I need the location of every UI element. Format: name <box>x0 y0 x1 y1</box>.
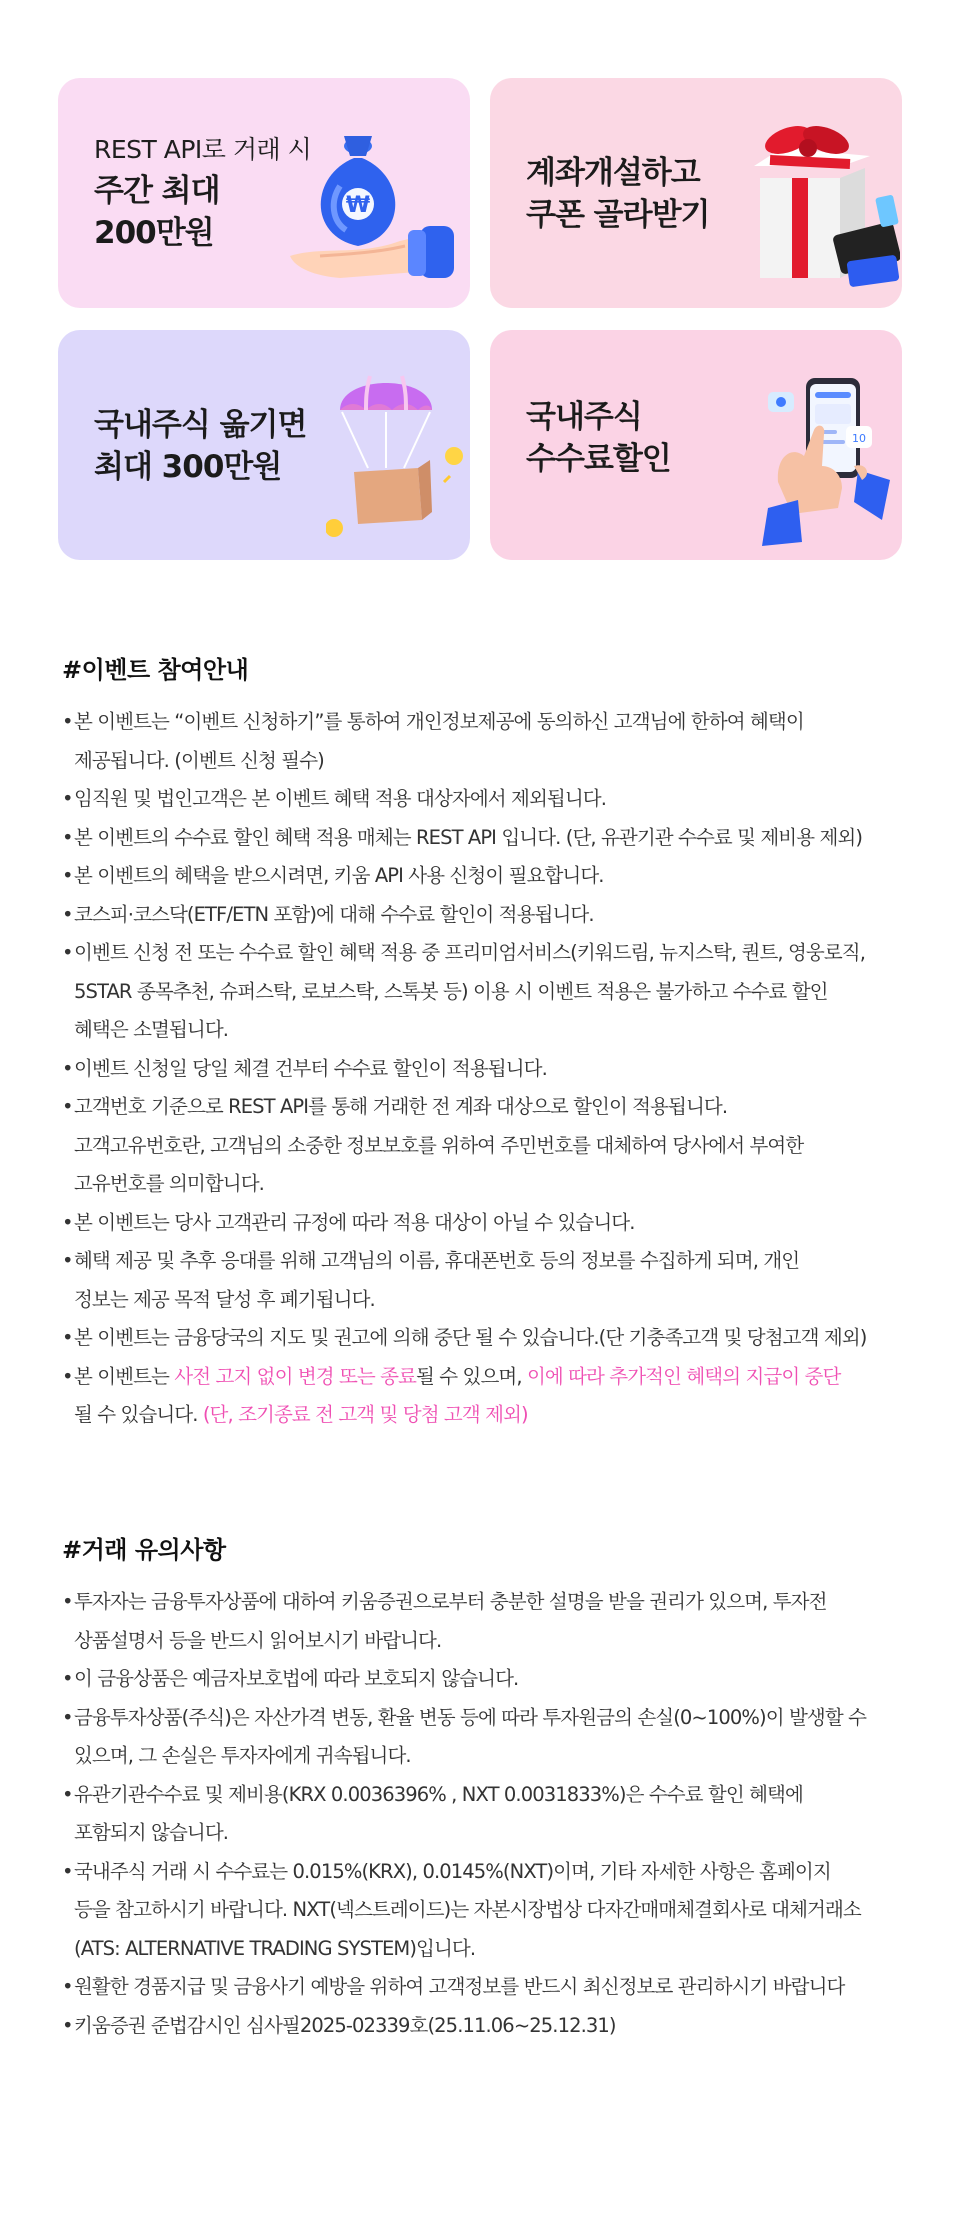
card-title: 계좌개설하고 쿠폰 골라받기 <box>526 155 710 233</box>
list-item: • 본 이벤트는 당사 고객관리 규정에 따라 적용 대상이 아닐 수 있습니다. <box>62 1204 902 1243</box>
event-info-section <box>62 650 902 1435</box>
promo-card-fee-discount[interactable] <box>490 330 902 560</box>
money-bag-hand-icon <box>280 106 460 296</box>
section-title: #거래 유의사항 <box>62 1536 226 1564</box>
list-item: • 키움증권 준법감시인 심사필2025-02339호(25.11.06~25.12.31) <box>62 2007 902 2046</box>
section-title: #이벤트 참여안내 <box>62 656 249 684</box>
card-title: 국내주식 수수료할인 <box>526 399 671 477</box>
svg-text:10: 10 <box>852 432 866 445</box>
list-item: • 이벤트 신청일 당일 체결 건부터 수수료 할인이 적용됩니다. <box>62 1050 902 1089</box>
event-info-list <box>62 703 902 1435</box>
parachute-box-icon <box>326 364 466 544</box>
list-item: • 본 이벤트는 금융당국의 지도 및 권고에 의해 중단 될 수 있습니다.(단 기충족고객 및 당첨고객 제외) <box>62 1319 902 1358</box>
trade-notice-list <box>62 1583 902 2045</box>
list-item: • 유관기관수수료 및 제비용(KRX 0.0036396% , NXT 0.0031833%)은 수수료 할인 혜택에 포함되지 않습니다. <box>62 1776 902 1853</box>
card-title: 국내주식 옮기면 최대 300만원 <box>94 407 307 485</box>
list-item-highlighted: • 이 금융상품은 예금자보호법에 따라 보호되지 않습니다. <box>62 1660 902 1699</box>
list-item: • 코스피·코스닥(ETF/ETN 포함)에 대해 수수료 할인이 적용됩니다. <box>62 896 902 935</box>
list-item: • 원활한 경품지급 및 금융사기 예방을 위하여 고객정보를 반드시 최신정보로 관리하시기 바랍니다 <box>62 1968 902 2007</box>
list-item: • 본 이벤트의 수수료 할인 혜택 적용 매체는 REST API 입니다. (단, 유관기관 수수료 및 제비용 제외) <box>62 819 902 858</box>
card-title: 주간 최대 200만원 <box>94 173 220 251</box>
promo-card-rest-api[interactable] <box>58 78 470 308</box>
list-item: • 이벤트 신청 전 또는 수수료 할인 혜택 적용 중 프리미엄서비스(키워드림, 뉴지스탁, 퀀트, 영웅로직, 5STAR 종목추천, 슈퍼스탁, 로보스탁, 스톡봇 등) 이용 시 이벤트 적용은 불가하고 수수료 할인 혜택은 소멸됩니다. <box>62 934 902 1050</box>
list-item: • 국내주식 거래 시 수수료는 0.015%(KRX), 0.0145%(NXT)이며, 기타 자세한 사항은 홈페이지 등을 참고하시기 바랍니다. NXT(넥스트레이드)는 자본시장법상 다자간매매체결회사로 대체거래소 (ATS: ALTERNATIVE TRADING SYSTEM)입니다. <box>62 1853 902 1969</box>
gift-box-card-icon <box>730 118 900 298</box>
svg-text:₩: ₩ <box>345 193 371 218</box>
card-subtitle: REST API로 거래 시 <box>94 135 312 164</box>
phone-hand-icon <box>758 370 898 550</box>
list-item-highlighted: • 본 이벤트는 사전 고지 없이 변경 또는 종료될 수 있으며, 이에 따라 추가적인 혜택의 지급이 중단 될 수 있습니다. (단, 조기종료 전 고객 및 당첨 고객 제외) <box>62 1358 902 1435</box>
promo-card-stock-transfer[interactable] <box>58 330 470 560</box>
list-item-highlighted: • 금융투자상품(주식)은 자산가격 변동, 환율 변동 등에 따라 투자원금의 손실(0~100%)이 발생할 수 있으며, 그 손실은 투자자에게 귀속됩니다. <box>62 1699 902 1776</box>
list-item: • 본 이벤트는 “이벤트 신청하기”를 통하여 개인정보제공에 동의하신 고객님에 한하여 혜택이 제공됩니다. (이벤트 신청 필수) <box>62 703 902 780</box>
list-item: • 혜택 제공 및 추후 응대를 위해 고객님의 이름, 휴대폰번호 등의 정보를 수집하게 되며, 개인 정보는 제공 목적 달성 후 폐기됩니다. <box>62 1242 902 1319</box>
trade-notice-section <box>62 1530 902 2045</box>
list-item: • 투자자는 금융투자상품에 대하여 키움증권으로부터 충분한 설명을 받을 권리가 있으며, 투자전 상품설명서 등을 반드시 읽어보시기 바랍니다. <box>62 1583 902 1660</box>
list-item: • 고객번호 기준으로 REST API를 통해 거래한 전 계좌 대상으로 할인이 적용됩니다. 고객고유번호란, 고객님의 소중한 정보보호를 위하여 주민번호를 대체하여 당사에서 부여한 고유번호를 의미합니다. <box>62 1088 902 1204</box>
list-item: • 본 이벤트의 혜택을 받으시려면, 키움 API 사용 신청이 필요합니다. <box>62 857 902 896</box>
list-item: • 임직원 및 법인고객은 본 이벤트 혜택 적용 대상자에서 제외됩니다. <box>62 780 902 819</box>
promo-card-account-coupon[interactable] <box>490 78 902 308</box>
promo-cards <box>58 78 902 560</box>
